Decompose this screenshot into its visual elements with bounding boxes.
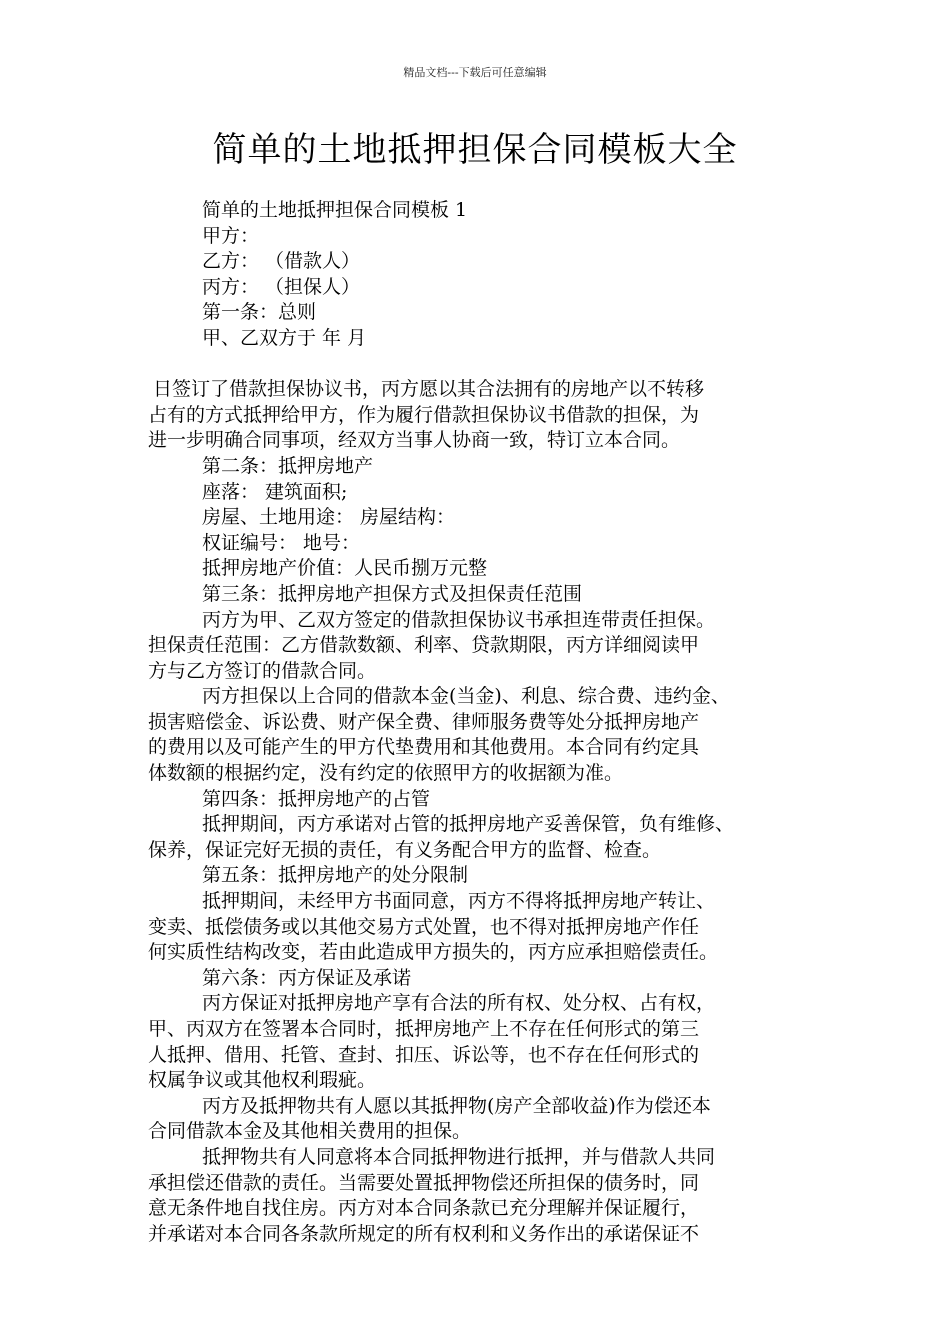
paragraph-line: 丙方保证对抵押房地产享有合法的所有权、处分权、占有权， (202, 992, 716, 1015)
document-title: 简单的土地抵押担保合同模板大全 (212, 130, 738, 170)
paragraph-line: 抵押房地产价值：人民币捌万元整 (202, 557, 488, 580)
paragraph-line: 抵押物共有人同意将本合同抵押物进行抵押，并与借款人共同 (202, 1145, 716, 1168)
paragraph-line: 并承诺对本合同各条款所规定的所有权利和义务作出的承诺保证不 (148, 1222, 700, 1245)
paragraph-line: 丙方为甲、乙双方签定的借款担保协议书承担连带责任担保。 (202, 608, 716, 631)
paragraph-line: 第四条：抵押房地产的占管 (202, 787, 431, 810)
paragraph-line: 损害赔偿金、诉讼费、财产保全费、律师服务费等处分抵押房地产 (148, 710, 700, 733)
paragraph-line: 体数额的根据约定，没有约定的依照甲方的收据额为准。 (148, 762, 624, 785)
paragraph-line: 变卖、抵偿债务或以其他交易方式处置，也不得对抵押房地产作任 (148, 915, 700, 938)
paragraph-line: 人抵押、借用、托管、查封、扣压、诉讼等，也不存在任何形式的 (148, 1043, 700, 1066)
header-note: 精品文档---下载后可任意编辑 (403, 66, 547, 79)
blank-line (148, 352, 828, 378)
paragraph-line: 进一步明确合同事项，经双方当事人协商一致，特订立本合同。 (148, 429, 681, 452)
paragraph-line: 日签订了借款担保协议书，丙方愿以其合法拥有的房地产以不转移 (153, 378, 705, 401)
paragraph-line: 何实质性结构改变，若由此造成甲方损失的，丙方应承担赔偿责任。 (148, 941, 719, 964)
paragraph-line: 抵押期间，丙方承诺对占管的抵押房地产妥善保管，负有维修、 (202, 813, 735, 836)
paragraph-line: 第六条：丙方保证及承诺 (202, 966, 412, 989)
paragraph-line: 第三条：抵押房地产担保方式及担保责任范围 (202, 582, 583, 605)
paragraph-line: 简单的土地抵押担保合同模板 1 (202, 199, 468, 221)
paragraph-line: 权属争议或其他权利瑕疵。 (148, 1069, 377, 1092)
paragraph-line: 占有的方式抵押给甲方，作为履行借款担保协议书借款的担保，为 (148, 403, 700, 426)
paragraph-line: 承担偿还借款的责任。当需要处置抵押物偿还所担保的债务时，同 (148, 1171, 700, 1194)
paragraph-line: 权证编号： 地号： (202, 531, 361, 554)
paragraph-line: 房屋、土地用途： 房屋结构： (202, 506, 456, 529)
paragraph-line: 方与乙方签订的借款合同。 (148, 659, 377, 682)
paragraph-line: 乙方： （借款人） (202, 250, 361, 273)
paragraph-line: 甲、乙双方于 年 月 (202, 326, 367, 349)
paragraph-line: 甲、丙双方在签署本合同时，抵押房地产上不存在任何形式的第三 (148, 1018, 700, 1040)
document-body (148, 198, 828, 1247)
paragraph-line: 合同借款本金及其他相关费用的担保。 (148, 1120, 472, 1143)
paragraph-line: 第二条：抵押房地产 (202, 454, 374, 477)
paragraph-line: 丙方及抵押物共有人愿以其抵押物(房产全部收益)作为偿还本 (202, 1094, 711, 1117)
paragraph-line: 担保责任范围：乙方借款数额、利率、贷款期限，丙方详细阅读甲 (148, 634, 700, 657)
paragraph-line: 抵押期间，未经甲方书面同意，丙方不得将抵押房地产转让、 (202, 890, 716, 913)
paragraph-line: 座落： 建筑面积; (202, 480, 348, 503)
paragraph-line: 丙方： （担保人） (202, 275, 361, 298)
paragraph-line: 意无条件地自找住房。丙方对本合同条款已充分理解并保证履行， (148, 1197, 700, 1220)
paragraph-line: 丙方担保以上合同的借款本金(当金)、利息、综合费、违约金、 (202, 685, 730, 708)
paragraph-line: 的费用以及可能产生的甲方代垫费用和其他费用。本合同有约定具 (148, 736, 700, 759)
paragraph-line: 保养，保证完好无损的责任，有义务配合甲方的监督、检查。 (148, 838, 662, 861)
paragraph-line: 甲方： (202, 224, 260, 247)
paragraph-line: 第一条：总则 (202, 301, 317, 324)
paragraph-line: 第五条：抵押房地产的处分限制 (202, 864, 469, 887)
